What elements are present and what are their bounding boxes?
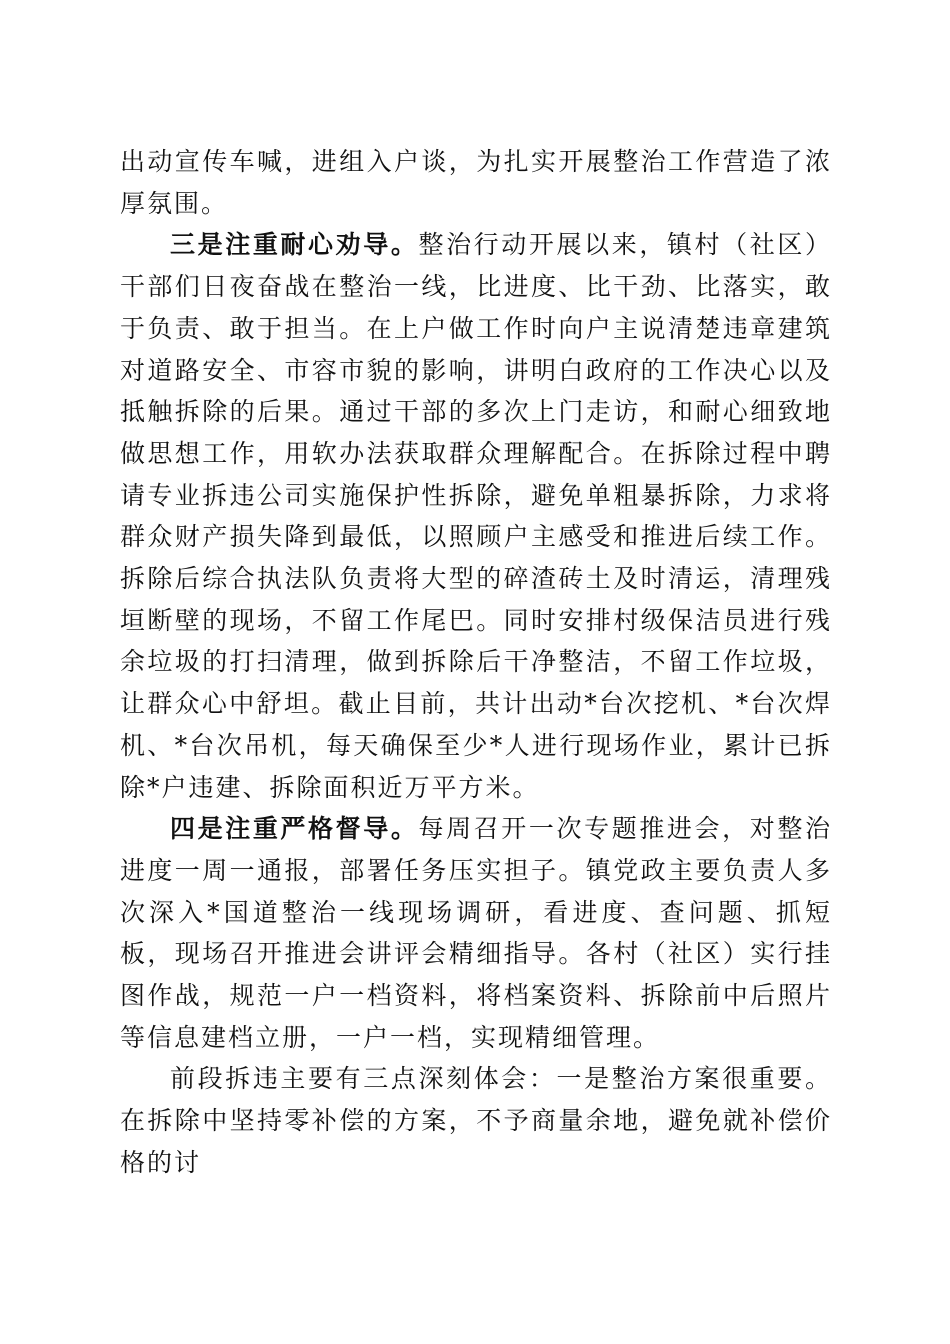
paragraph-text: 前段拆违主要有三点深刻体会：一是整治方案很重要。在拆除中坚持零补偿的方案，不予商量余地，避免就补偿价格的讨 [120,1064,832,1177]
paragraph-patient-persuasion [120,224,832,808]
paragraph-text: 每周召开一次专题推进会，对整治进度一周一通报，部署任务压实担子。镇党政主要负责人多次深入*国道整治一线现场调研，看进度、查问题、抓短板，现场召开推进会讲评会精细指导。各村（社区）实行挂图作战，规范一户一档资料，将档案资料、拆除前中后照片等信息建档立册，一户一档，实现精细管理。 [120,814,832,1052]
paragraph-experience-summary [120,1058,832,1183]
paragraph-text: 出动宣传车喊，进组入户谈，为扎实开展整治工作营造了浓厚氛围。 [120,147,832,218]
paragraph-continuation [120,141,832,224]
paragraph-lead-heading: 三是注重耐心劝导。 [170,230,419,260]
body-text [120,141,832,1184]
paragraph-lead-heading: 四是注重严格督导。 [170,814,419,844]
paragraph-strict-supervision [120,808,832,1058]
paragraph-text: 整治行动开展以来，镇村（社区）干部们日夜奋战在整治一线，比进度、比干劲、比落实，敢于负责、敢于担当。在上户做工作时向户主说清楚违章建筑对道路安全、市容市貌的影响，讲明白政府的工作决心以及抵触拆除的后果。通过干部的多次上门走访，和耐心细致地做思想工作，用软办法获取群众理解配合。在拆除过程中聘请专业拆违公司实施保护性拆除，避免单粗暴拆除，力求将群众财产损失降到最低，以照顾户主感受和推进后续工作。拆除后综合执法队负责将大型的碎渣砖土及时清运，清理残垣断壁的现场，不留工作尾巴。同时安排村级保洁员进行残余垃圾的打扫清理，做到拆除后干净整洁，不留工作垃圾，让群众心中舒坦。截止目前，共计出动*台次挖机、*台次焊机、*台次吊机，每天确保至少*人进行现场作业，累计已拆除*户违建、拆除面积近万平方米。 [120,230,832,802]
